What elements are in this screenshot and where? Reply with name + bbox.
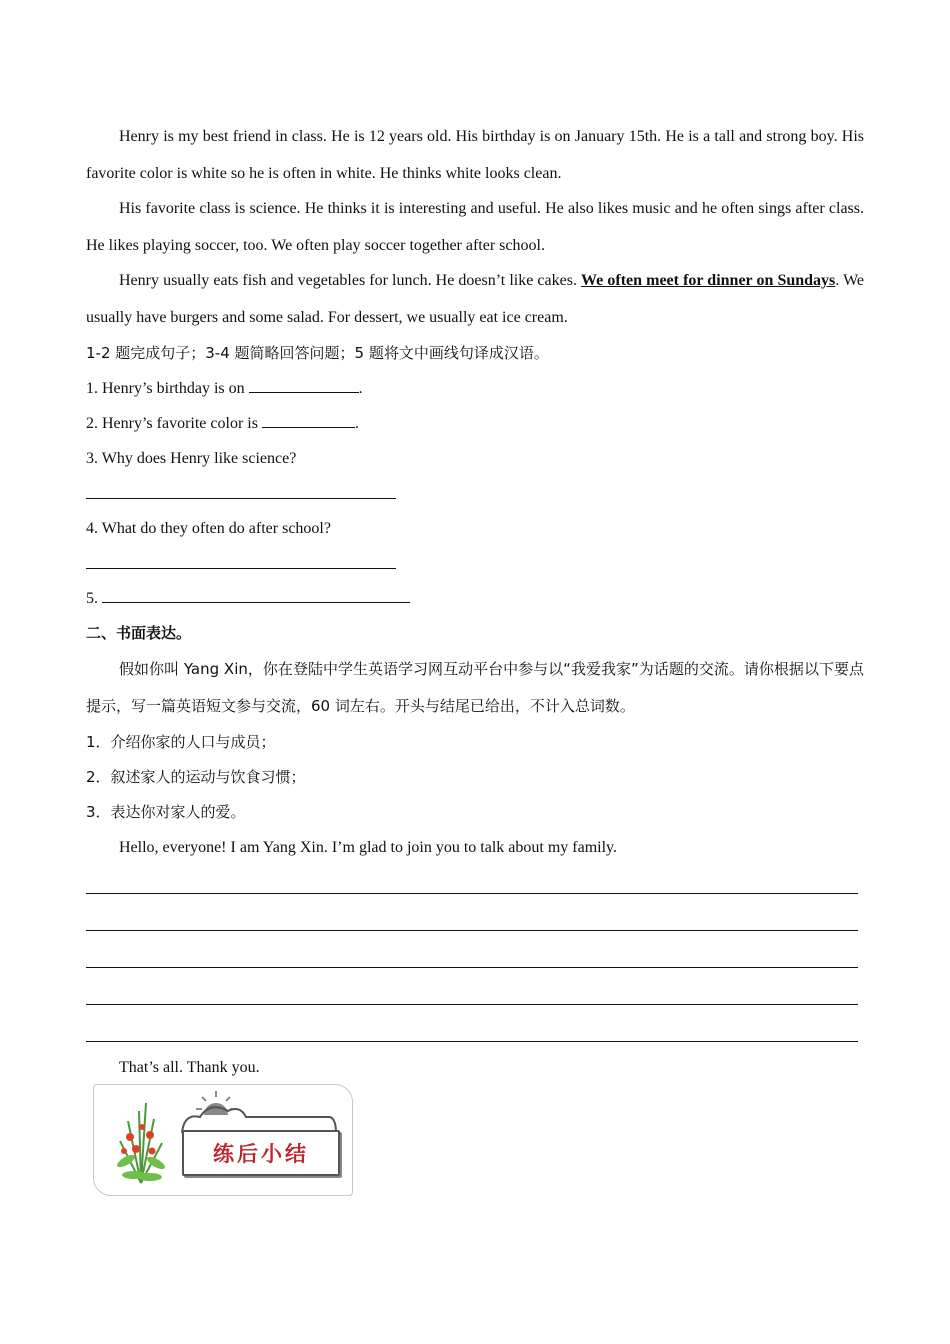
question-3: 3. Why does Henry like science? [86,450,297,467]
writing-line[interactable] [86,865,864,902]
writing-line[interactable] [86,1013,864,1050]
summary-box [93,1084,353,1196]
writing-closing: That’s all. Thank you. [119,1059,260,1076]
summary-label: 练后小结 [182,1130,340,1176]
passage-paragraph-1: Henry is my best friend in class. He is 12 years old. His birthday is on January 15th. He is a tall and strong boy. His favorite color is white so he is often in white. He thinks white looks clean. [86,128,864,182]
passage-paragraph-2: His favorite class is science. He thinks it is interesting and useful. He also likes music and he often sings after class. He likes playing soccer, too. We often play soccer together after school. [86,200,864,254]
answer-line-3[interactable] [86,476,864,511]
passage-paragraph-3: Henry usually eats fish and vegetables for lunch. He doesn’t like cakes. We often meet for dinner on Sundays. We usually have burgers and some salad. For dessert, we usually eat ice cream. [86,272,864,326]
question-1: 1. Henry’s birthday is on . [86,371,864,406]
answer-blank-2[interactable] [262,409,355,428]
question-instructions: 1-2 题完成句子；3-4 题简略回答问题；5 题将文中画线句译成汉语。 [86,344,549,362]
answer-blank-5[interactable] [102,584,410,603]
answer-line-4[interactable] [86,546,864,581]
writing-point-1: 1．介绍你家的人口与成员； [86,733,276,751]
question-4: 4. What do they often do after school? [86,520,331,537]
answer-blank-1[interactable] [249,374,359,393]
underlined-sentence: We often meet for dinner on Sundays [581,272,836,289]
writing-line[interactable] [86,976,864,1013]
writing-point-3: 3．表达你对家人的爱。 [86,803,246,821]
writing-prompt: 假如你叫 Yang Xin，你在登陆中学生英语学习网互动平台中参与以“我爱我家”为话题的交流。请你根据以下要点提示，写一篇英语短文参与交流，60 词左右。开头与结尾已给出，不计入总词数。 [86,660,864,715]
writing-heading: 二、书面表达。 [86,624,192,642]
flower-plant-icon [106,1091,176,1187]
writing-line[interactable] [86,939,864,976]
worksheet [86,118,864,1085]
writing-line[interactable] [86,902,864,939]
writing-opening: Hello, everyone! I am Yang Xin. I’m glad to join you to talk about my family. [119,839,617,856]
writing-point-2: 2．叙述家人的运动与饮食习惯； [86,768,306,786]
question-2: 2. Henry’s favorite color is . [86,406,864,441]
writing-area[interactable] [86,865,864,1050]
question-5: 5. [86,581,864,616]
